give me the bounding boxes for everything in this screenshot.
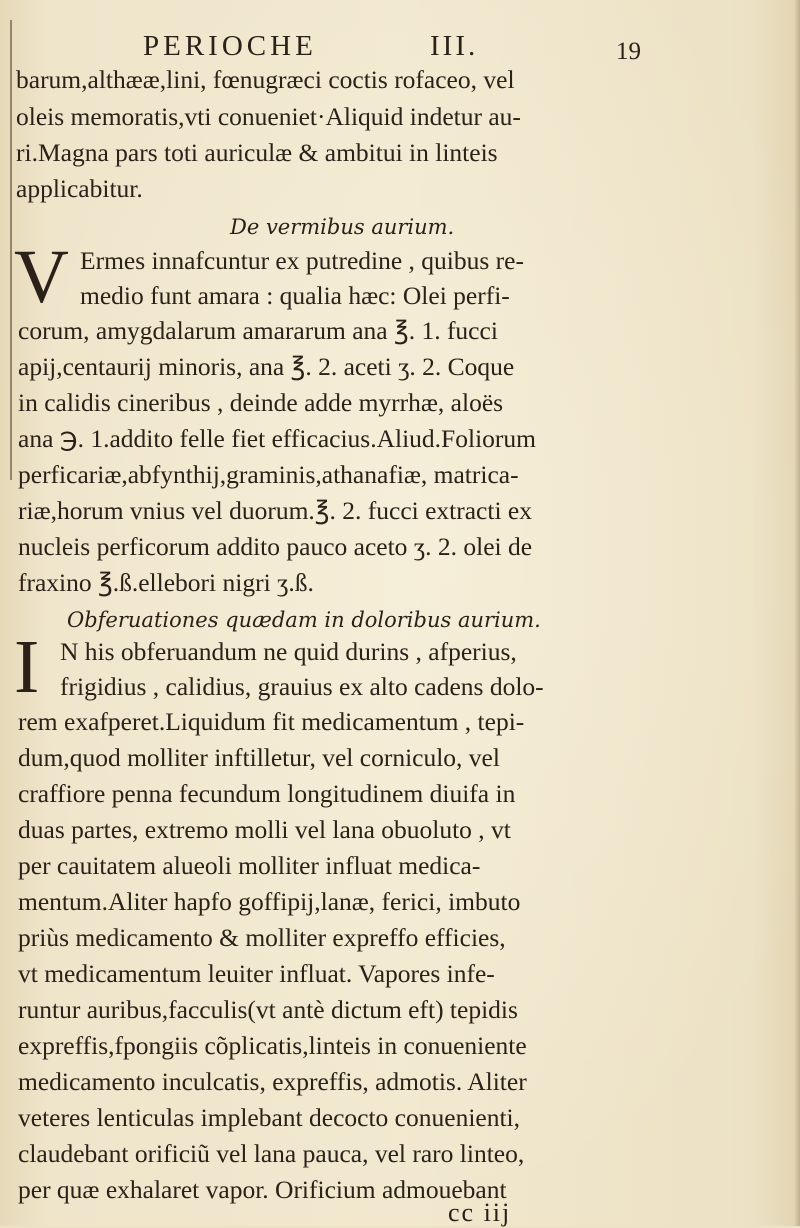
text-line: expreffis,fpongiis cõplicatis,linteis in conueniente — [18, 1031, 527, 1060]
text-line: in calidis cineribus , deinde adde myrrhæ, aloës — [18, 388, 504, 417]
text-line: fraxino ℥.ß.ellebori nigri ʒ.ß. — [18, 568, 314, 597]
page-edge-shadow — [794, 0, 800, 1226]
text-line: nucleis perficorum addito pauco aceto ʒ. 2. olei de — [18, 532, 533, 561]
section-heading: De vermibus aurium. — [230, 215, 455, 239]
text-line: ri.Magna pars toti auriculæ & ambitui in linteis — [16, 138, 498, 167]
signature-mark: cc iij — [448, 1198, 512, 1227]
text-line: oleis memoratis,vti conueniet·Aliquid indetur au- — [16, 102, 521, 131]
running-head: PERIOCHE — [143, 30, 317, 62]
page-header — [0, 22, 800, 65]
text-line: apij,centaurij minoris, ana ℥. 2. aceti ʒ. 2. Coque — [18, 352, 515, 381]
text-line: perficariæ,abfynthij,graminis,athanafiæ, matrica- — [18, 460, 519, 489]
text-line: mentum.Aliter hapfo goffipij,lanæ, ferici, imbuto — [18, 887, 521, 916]
text-line: medio funt amara : qualia hæc: Olei perfi- — [80, 281, 510, 310]
text-line: runtur auribus,facculis(vt antè dictum eft) tepidis — [18, 995, 518, 1024]
text-line: priùs medicamento & molliter expreffo efficies, — [18, 923, 506, 952]
text-line: ana ℈. 1.addito felle fiet efficacius.Aliud.Foliorum — [18, 424, 536, 453]
text-line: duas partes, extremo molli vel lana obuoluto , vt — [18, 815, 511, 844]
drop-cap: I — [14, 625, 40, 709]
text-line: N his obferuandum ne quid durins , afperius, — [60, 637, 517, 666]
drop-cap: V — [14, 235, 69, 319]
text-line: vt medicamentum leuiter influat. Vapores infe- — [18, 959, 495, 988]
text-line: rem exafperet.Liquidum fit medicamentum , tepi- — [18, 707, 525, 736]
text-line: medicamento inculcatis, expreffis, admotis. Aliter — [18, 1067, 527, 1096]
text-line: craffiore penna fecundum longitudinem diuifa in — [18, 779, 516, 808]
section-heading: Obferuationes quædam in doloribus aurium. — [67, 608, 541, 632]
text-line: per quæ exhalaret vapor. Orificium admouebant — [18, 1175, 507, 1204]
text-line: veteres lenticulas implebant decocto conuenienti, — [18, 1103, 521, 1132]
text-line: applicabitur. — [16, 174, 143, 203]
text-line: barum,althææ,lini, fœnugræci coctis rofaceo, vel — [16, 65, 515, 94]
text-line: claudebant orificiũ vel lana pauca, vel raro linteo, — [18, 1139, 525, 1168]
section-number: III. — [430, 30, 479, 62]
text-line: Ermes innafcuntur ex putredine , quibus re- — [80, 246, 524, 275]
text-line: frigidius , calidius, grauius ex alto cadens dolo- — [60, 672, 544, 701]
text-line: riæ,horum vnius vel duorum.℥. 2. fucci extracti ex — [18, 496, 532, 525]
text-line: dum,quod molliter inftilletur, vel corniculo, vel — [18, 743, 500, 772]
text-line: per cauitatem alueoli molliter influat medica- — [18, 851, 481, 880]
text-line: corum, amygdalarum amararum ana ℥. 1. fucci — [18, 316, 498, 345]
page-number: 19 — [616, 38, 641, 65]
gutter-rule — [10, 20, 12, 480]
